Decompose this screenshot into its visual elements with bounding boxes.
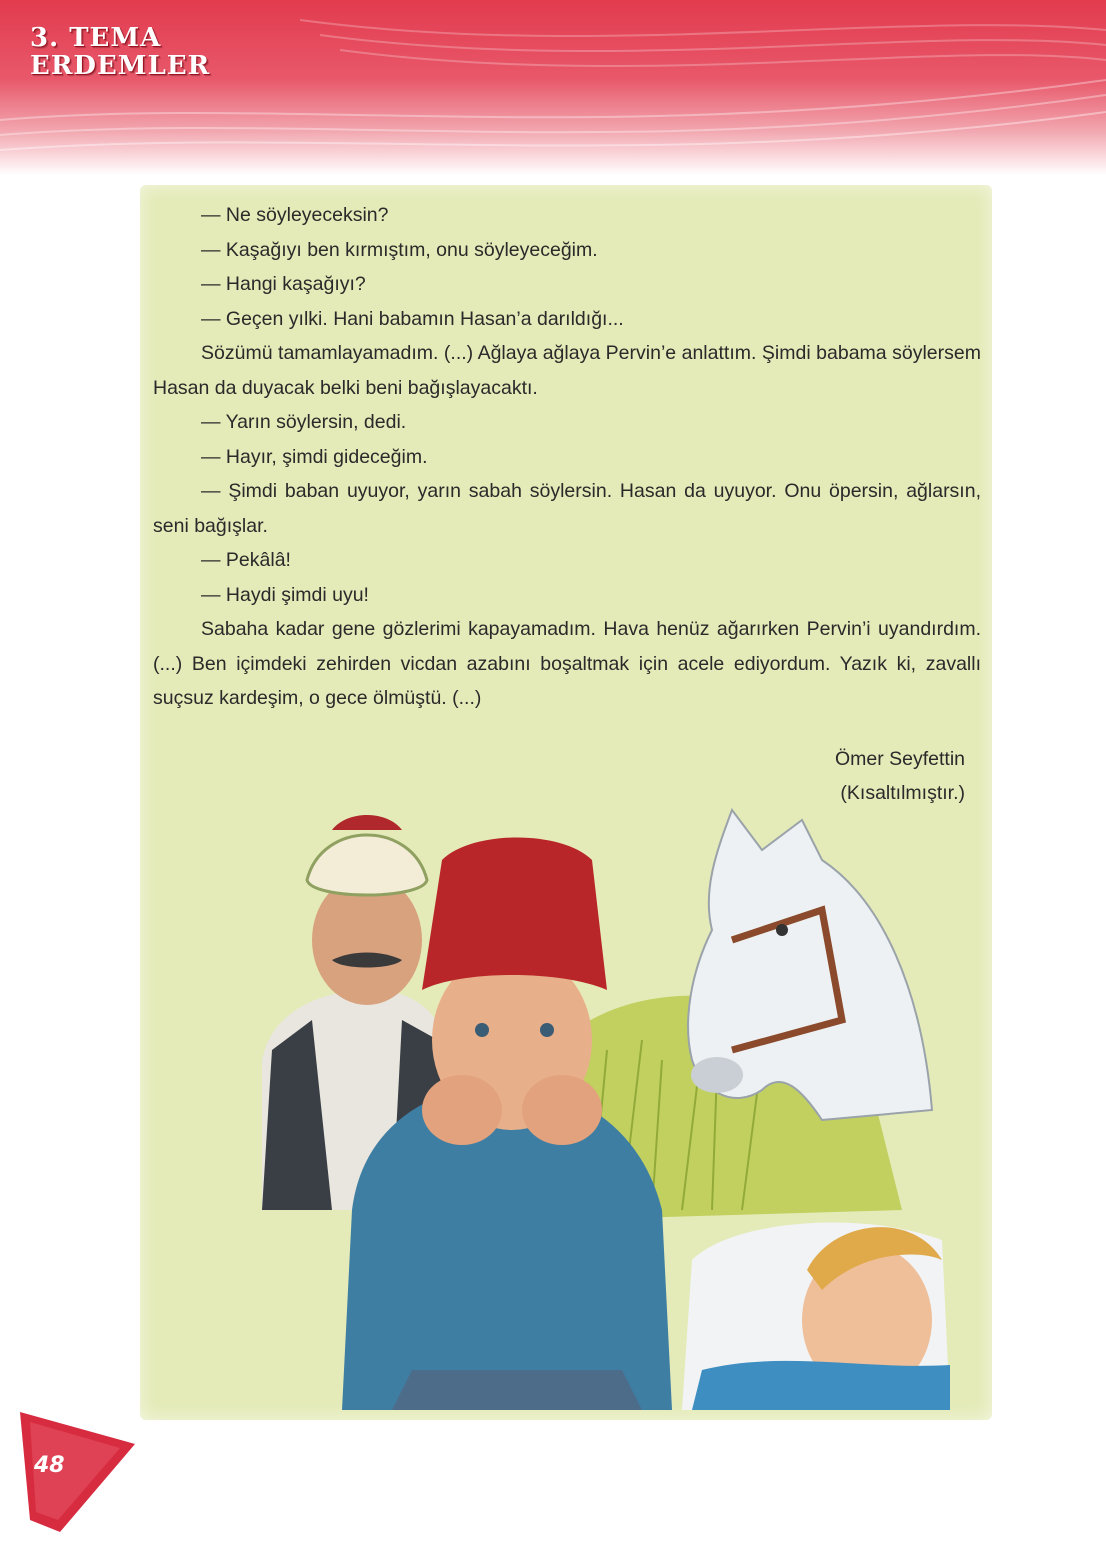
- story-illustration: [262, 790, 950, 1410]
- dialogue-line: — Haydi şimdi uyu!: [201, 583, 369, 606]
- page-number: 48: [34, 1453, 65, 1478]
- dialogue-line: — Kaşağıyı ben kırmıştım, onu söyleyeceğim.: [201, 238, 598, 261]
- dialogue-line: — Hangi kaşağıyı?: [201, 273, 366, 295]
- dialogue-line: — Pekâlâ!: [201, 549, 291, 571]
- dialogue-line: — Yarın söylersin, dedi.: [201, 411, 407, 433]
- theme-number: 3. TEMA: [30, 23, 162, 53]
- dialogue-line: — Ne söyleyeceksin?: [201, 204, 389, 226]
- dialogue-paragraph: — Şimdi baban uyuyor, yarın sabah söylersin. Hasan da uyuyor. Onu öpersin, ağlarsın, seni bağışlar.: [153, 480, 981, 537]
- horse-figure: [688, 810, 932, 1120]
- abridged-note: (Kısaltılmıştır.): [840, 782, 965, 804]
- dialogue-line: — Hayır, şimdi gideceğim.: [201, 445, 428, 468]
- narrative-paragraph: Sözümü tamamlayamadım. (...) Ağlaya ağlaya Pervin’e anlattım. Şimdi babama söylersem Hasan da duyacak belki beni bağışlayacaktı.: [153, 342, 981, 399]
- sleeping-child-figure: [682, 1223, 950, 1410]
- author-name: Ömer Seyfettin: [834, 748, 965, 770]
- story-text: [153, 198, 981, 716]
- theme-name: ERDEMLER: [30, 51, 211, 81]
- dialogue-line: — Geçen yılki. Hani babamın Hasan’a darıldığı...: [201, 307, 624, 330]
- theme-label: [30, 24, 210, 80]
- narrative-paragraph: Sabaha kadar gene gözlerimi kapayamadım. Hava henüz ağarırken Pervin’i uyandırdım. (...) Ben içimdeki zehirden vicdan azabını boşaltmak için acele ediyordum. Yazık ki, zavallı suçsuz kardeşim, o gece ölmüştü. (...): [153, 618, 981, 709]
